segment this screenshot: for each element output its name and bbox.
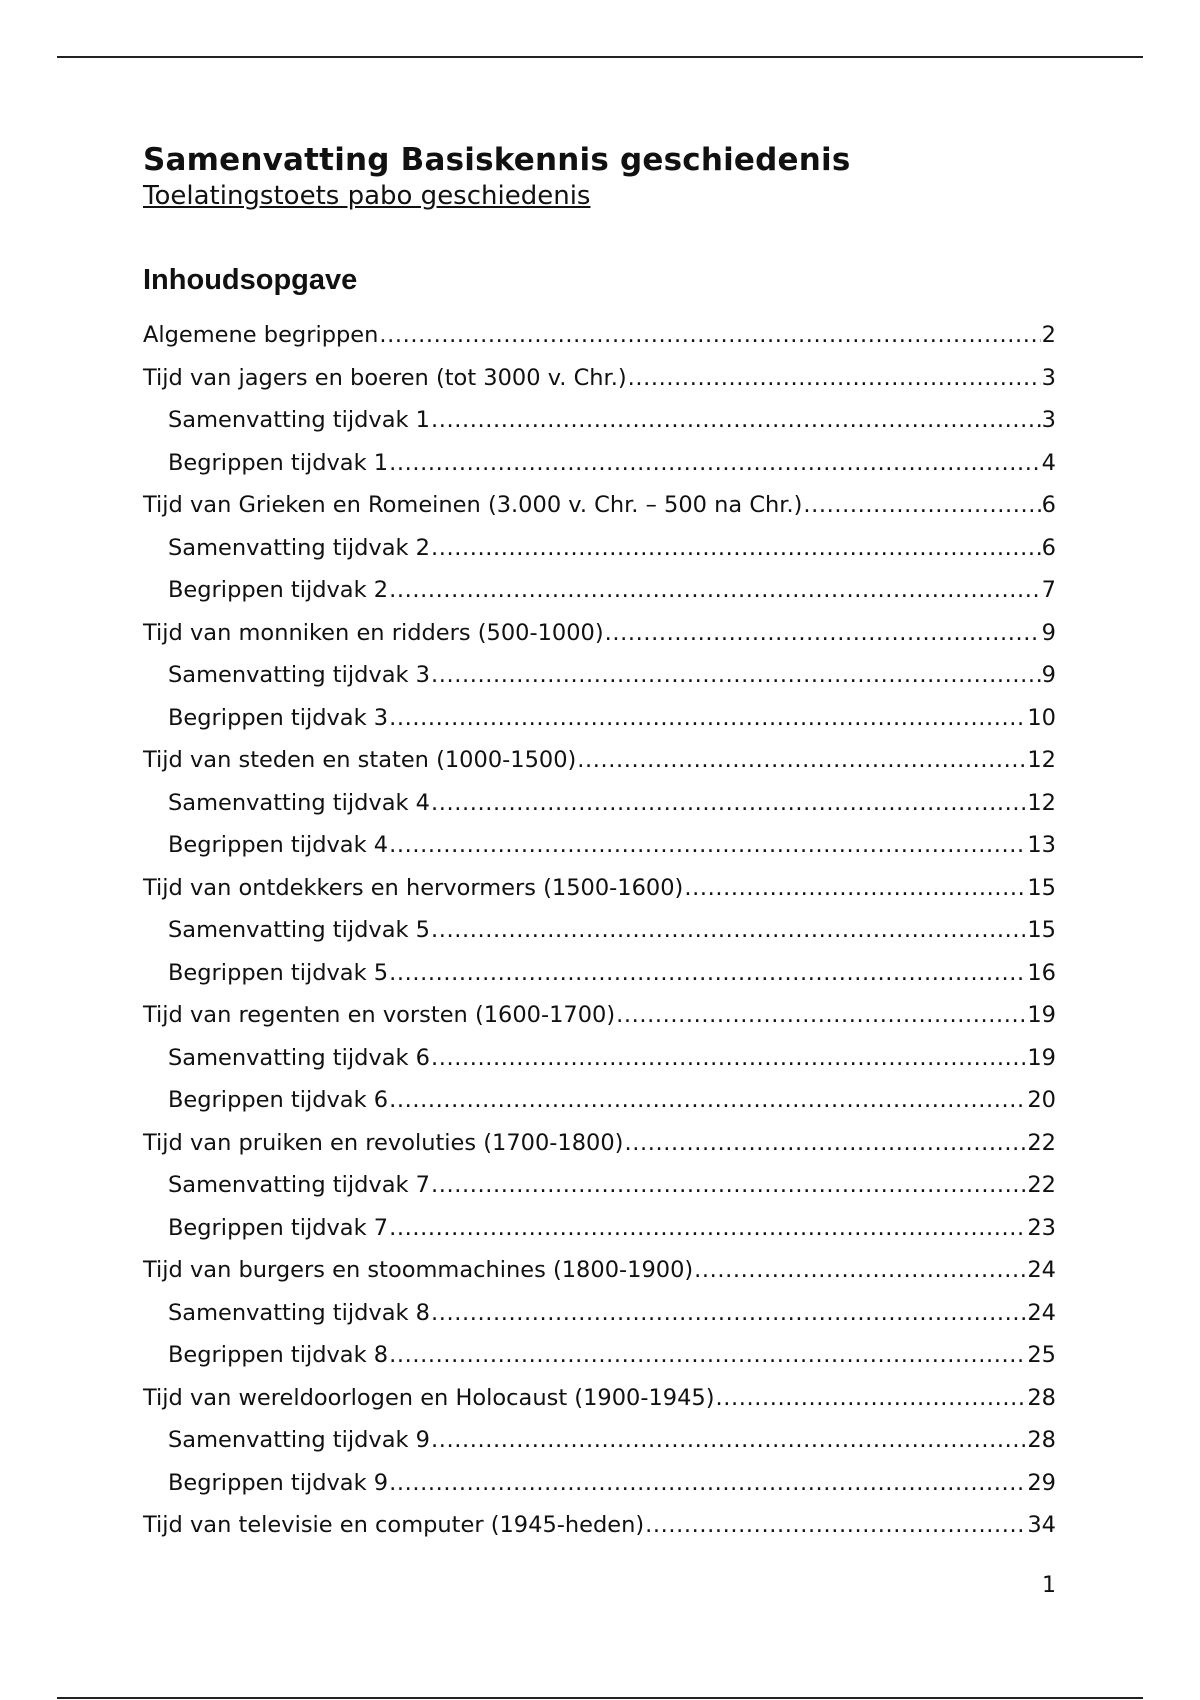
- toc-entry[interactable]: [143, 1504, 1056, 1547]
- toc-dot-leader: [431, 399, 1041, 442]
- toc-entry[interactable]: [143, 1334, 1056, 1377]
- toc-entry[interactable]: [143, 867, 1056, 910]
- toc-dot-leader: [694, 1249, 1026, 1292]
- toc-entry-label: Samenvatting tijdvak 2: [168, 534, 430, 561]
- toc-entry-page: 7: [1041, 577, 1056, 603]
- toc-entry-page: 2: [1041, 322, 1056, 348]
- toc-entry[interactable]: [143, 1419, 1056, 1462]
- toc-entry-label: Begrippen tijdvak 3: [168, 704, 389, 731]
- toc-entry[interactable]: [143, 612, 1056, 655]
- toc-entry-label: Samenvatting tijdvak 3: [168, 662, 430, 688]
- toc-dot-leader: [431, 1037, 1026, 1080]
- toc-entry-label: Begrippen tijdvak 8: [168, 1342, 389, 1368]
- document-title: Samenvatting Basiskennis geschiedenis: [143, 142, 851, 178]
- toc-dot-leader: [645, 1504, 1026, 1547]
- toc-entry-page: 13: [1027, 832, 1056, 858]
- toc-entry[interactable]: [143, 357, 1056, 400]
- toc-entry[interactable]: [143, 442, 1056, 485]
- toc-entry-label: Begrippen tijdvak 1: [168, 449, 389, 476]
- toc-dot-leader: [389, 1462, 1026, 1505]
- toc-dot-leader: [389, 1207, 1026, 1250]
- toc-entry[interactable]: [143, 1292, 1056, 1335]
- toc-dot-leader: [431, 909, 1026, 952]
- toc-dot-leader: [577, 739, 1026, 782]
- toc-entry-label: Samenvatting tijdvak 5: [168, 917, 430, 943]
- toc-dot-leader: [379, 314, 1040, 357]
- toc-entry[interactable]: [143, 1462, 1056, 1505]
- toc-entry[interactable]: [143, 1122, 1056, 1165]
- toc-entry-label: Tijd van pruiken en revoluties (1700-1800): [143, 1129, 624, 1156]
- toc-entry[interactable]: [143, 909, 1056, 952]
- toc-entry-page: 22: [1027, 1129, 1056, 1156]
- toc-entry-label: Tijd van burgers en stoommachines (1800-1900): [143, 1257, 694, 1283]
- toc-entry-page: 16: [1027, 959, 1056, 986]
- toc-entry-page: 22: [1027, 1172, 1056, 1198]
- toc-entry-label: Tijd van jagers en boeren (tot 3000 v. Chr.): [143, 364, 627, 391]
- toc-entry-page: 23: [1027, 1214, 1056, 1241]
- page-number: 1: [1042, 1573, 1056, 1598]
- toc-entry[interactable]: [143, 1037, 1056, 1080]
- toc-entry-page: 20: [1027, 1087, 1056, 1113]
- toc-entry[interactable]: [143, 952, 1056, 995]
- toc-dot-leader: [431, 1164, 1026, 1207]
- toc-entry-page: 12: [1027, 789, 1056, 816]
- toc-entry-label: Begrippen tijdvak 2: [168, 577, 389, 603]
- toc-dot-leader: [431, 1419, 1026, 1462]
- toc-entry-page: 29: [1027, 1469, 1056, 1496]
- toc-entry[interactable]: [143, 1164, 1056, 1207]
- toc-dot-leader: [803, 484, 1040, 527]
- toc-entry-page: 9: [1041, 619, 1056, 646]
- document-page: [143, 140, 1056, 1598]
- toc-heading: Inhoudsopgave: [143, 264, 358, 296]
- toc-entry[interactable]: [143, 314, 1056, 357]
- toc-entry-page: 24: [1027, 1299, 1056, 1326]
- toc-entry-page: 19: [1027, 1044, 1056, 1071]
- toc-entry[interactable]: [143, 824, 1056, 867]
- toc-entry-page: 24: [1027, 1257, 1056, 1283]
- toc-entry[interactable]: [143, 484, 1056, 527]
- toc-entry[interactable]: [143, 1249, 1056, 1292]
- toc-entry-label: Tijd van ontdekkers en hervormers (1500-1600): [143, 874, 684, 901]
- toc-dot-leader: [389, 952, 1026, 995]
- toc-entry-page: 10: [1027, 704, 1056, 731]
- toc-entry-page: 3: [1041, 407, 1056, 433]
- toc-entry-label: Begrippen tijdvak 9: [168, 1469, 389, 1496]
- toc-entry-label: Begrippen tijdvak 4: [168, 832, 389, 858]
- toc-dot-leader: [605, 612, 1041, 655]
- toc-entry[interactable]: [143, 782, 1056, 825]
- toc-dot-leader: [389, 824, 1026, 867]
- toc-dot-leader: [389, 697, 1026, 740]
- toc-entry-label: Samenvatting tijdvak 9: [168, 1427, 430, 1453]
- toc-dot-leader: [616, 994, 1026, 1037]
- page-top-rule: [57, 56, 1143, 58]
- toc-entry-label: Algemene begrippen: [143, 322, 379, 348]
- toc-entry-label: Begrippen tijdvak 6: [168, 1087, 389, 1113]
- toc-entry[interactable]: [143, 739, 1056, 782]
- toc-entry-label: Samenvatting tijdvak 1: [168, 407, 430, 433]
- toc-entry-page: 15: [1027, 917, 1056, 943]
- toc-entry[interactable]: [143, 1079, 1056, 1122]
- toc-entry-page: 28: [1027, 1427, 1056, 1453]
- toc-entry-page: 25: [1027, 1342, 1056, 1368]
- toc-entry-label: Tijd van monniken en ridders (500-1000): [143, 619, 604, 646]
- toc-entry[interactable]: [143, 994, 1056, 1037]
- toc-dot-leader: [431, 527, 1041, 570]
- toc-entry-label: Samenvatting tijdvak 8: [168, 1299, 430, 1326]
- toc-entry-page: 6: [1041, 534, 1056, 561]
- toc-dot-leader: [431, 654, 1041, 697]
- toc-entry-label: Tijd van wereldoorlogen en Holocaust (1900-1945): [143, 1384, 715, 1411]
- toc-entry-label: Tijd van televisie en computer (1945-heden): [143, 1512, 645, 1538]
- toc-entry-page: 4: [1041, 449, 1056, 476]
- toc-entry[interactable]: [143, 697, 1056, 740]
- toc-entry[interactable]: [143, 569, 1056, 612]
- toc-entry-page: 9: [1041, 662, 1056, 688]
- toc-entry-page: 28: [1027, 1384, 1056, 1411]
- toc-entry-page: 15: [1027, 874, 1056, 901]
- toc-entry[interactable]: [143, 1377, 1056, 1420]
- toc-entry-label: Samenvatting tijdvak 4: [168, 789, 430, 816]
- toc-entry-label: Tijd van regenten en vorsten (1600-1700): [143, 1002, 616, 1028]
- toc-entry-label: Tijd van Grieken en Romeinen (3.000 v. Chr. – 500 na Chr.): [143, 492, 803, 518]
- toc-entry-page: 19: [1027, 1002, 1056, 1028]
- toc-entry[interactable]: [143, 399, 1056, 442]
- toc-entry-label: Samenvatting tijdvak 6: [168, 1044, 430, 1071]
- toc-dot-leader: [628, 357, 1041, 400]
- toc-entry-page: 12: [1027, 747, 1056, 773]
- toc-entry-page: 34: [1027, 1512, 1056, 1538]
- page-bottom-rule: [57, 1697, 1143, 1699]
- toc-dot-leader: [431, 782, 1026, 825]
- toc-entry-label: Tijd van steden en staten (1000-1500): [143, 747, 577, 773]
- toc-dot-leader: [389, 1079, 1026, 1122]
- toc-entry-page: 6: [1041, 492, 1056, 518]
- toc-entry[interactable]: [143, 527, 1056, 570]
- toc-dot-leader: [389, 1334, 1026, 1377]
- toc-dot-leader: [716, 1377, 1027, 1420]
- toc-dot-leader: [389, 569, 1041, 612]
- toc-dot-leader: [389, 442, 1041, 485]
- toc-dot-leader: [684, 867, 1026, 910]
- toc-entry-label: Begrippen tijdvak 5: [168, 959, 389, 986]
- document-subtitle: Toelatingstoets pabo geschiedenis: [143, 181, 591, 211]
- toc-entry-page: 3: [1041, 364, 1056, 391]
- toc-entry[interactable]: [143, 1207, 1056, 1250]
- toc-dot-leader: [431, 1292, 1026, 1335]
- toc-entry-label: Begrippen tijdvak 7: [168, 1214, 389, 1241]
- toc-entry[interactable]: [143, 654, 1056, 697]
- toc-dot-leader: [624, 1122, 1026, 1165]
- table-of-contents: [143, 314, 1056, 1547]
- toc-entry-label: Samenvatting tijdvak 7: [168, 1172, 430, 1198]
